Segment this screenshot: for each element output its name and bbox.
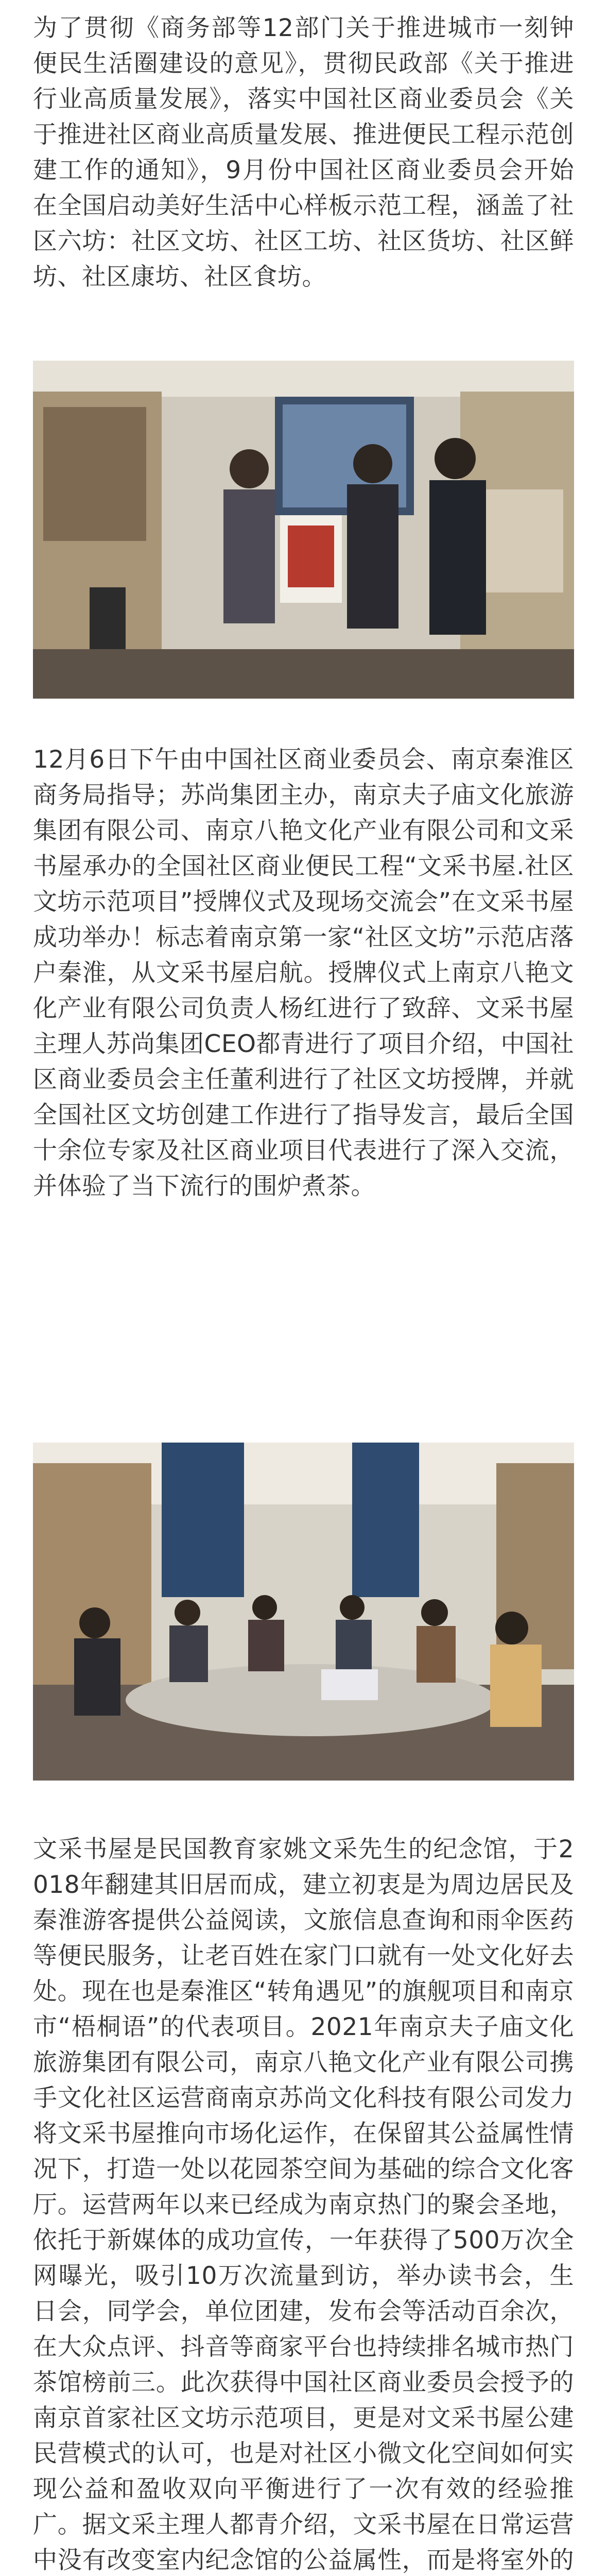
paragraph-history: 文采书屋是民国教育家姚文采先生的纪念馆，于2018年翻建其旧居而成，建立初衷是为周边居民及秦淮游客提供公益阅读，文旅信息查询和雨伞医药等便民服务，让老百姓在家门口就有一处文化好去处。现在也是秦淮区“转角遇见”的旗舰项目和南京市“梧桐语”的代表项目。2021年南京夫子庙文化旅游集团有限公司，南京八艳文化产业有限公司携手文化社区运营商南京苏尚文化科技有限公司发力将文采书屋推向市场化运作，在保留其公益属性情况下，打造一处以花园茶空间为基础的综合文化客厅。运营两年以来已经成为南京热门的聚会圣地，依托于新媒体的成功宣传，一年获得了500万次全网曝光，吸引10万次流量到访，举办读书会，生日会，同学会，单位团建，发布会等活动百余次，在大众点评、抖音等商家平台也持续排名城市热门茶馆榜前三。此次获得中国社区商业委员会授予的南京首家社区文坊示范项目，更是对文采书屋公建民营模式的认可，也是对社区小微文化空间如何实现公益和盈收双向平衡进行了一次有效的经验推广。据文采主理人都青介绍，文采书屋在日常运营中没有改变室内纪念馆的公益属性，而是将室外的 — [33, 1835, 574, 2574]
award-ceremony-photo — [33, 361, 574, 699]
paragraph-ceremony: 12月6日下午由中国社区商业委员会、南京秦淮区商务局指导；苏尚集团主办，南京夫子庙文化旅游集团有限公司、南京八艳文化产业有限公司和文采书屋承办的全国社区商业便民工程“文采书屋.社区文坊示范项目”授牌仪式及现场交流会”在文采书屋成功举办！标志着南京第一家“社区文坊”示范店落户秦淮，从文采书屋启航。授牌仪式上南京八艳文化产业有限公司负责人杨红进行了致辞、文采书屋主理人苏尚集团CEO都青进行了项目介绍，中国社区商业委员会主任董利进行了社区文坊授牌，并就全国社区文坊创建工作进行了指导发言，最后全国十余位专家及社区商业项目代表进行了深入交流，并体验了当下流行的围炉煮茶。 — [33, 745, 575, 1200]
meeting-room-photo — [33, 1443, 574, 1781]
paragraph-intro: 为了贯彻《商务部等12部门关于推进城市一刻钟便民生活圈建设的意见》，贯彻民政部《关于推进行业高质量发展》，落实中国社区商业委员会《关于推进社区商业高质量发展、推进便民工程示范创建工作的通知》，9月份中国社区商业委员会开始在全国启动美好生活中心样板示范工程，涵盖了社区六坊：社区文坊、社区工坊、社区货坊、社区鲜坊、社区康坊、社区食坊。 — [33, 14, 574, 291]
